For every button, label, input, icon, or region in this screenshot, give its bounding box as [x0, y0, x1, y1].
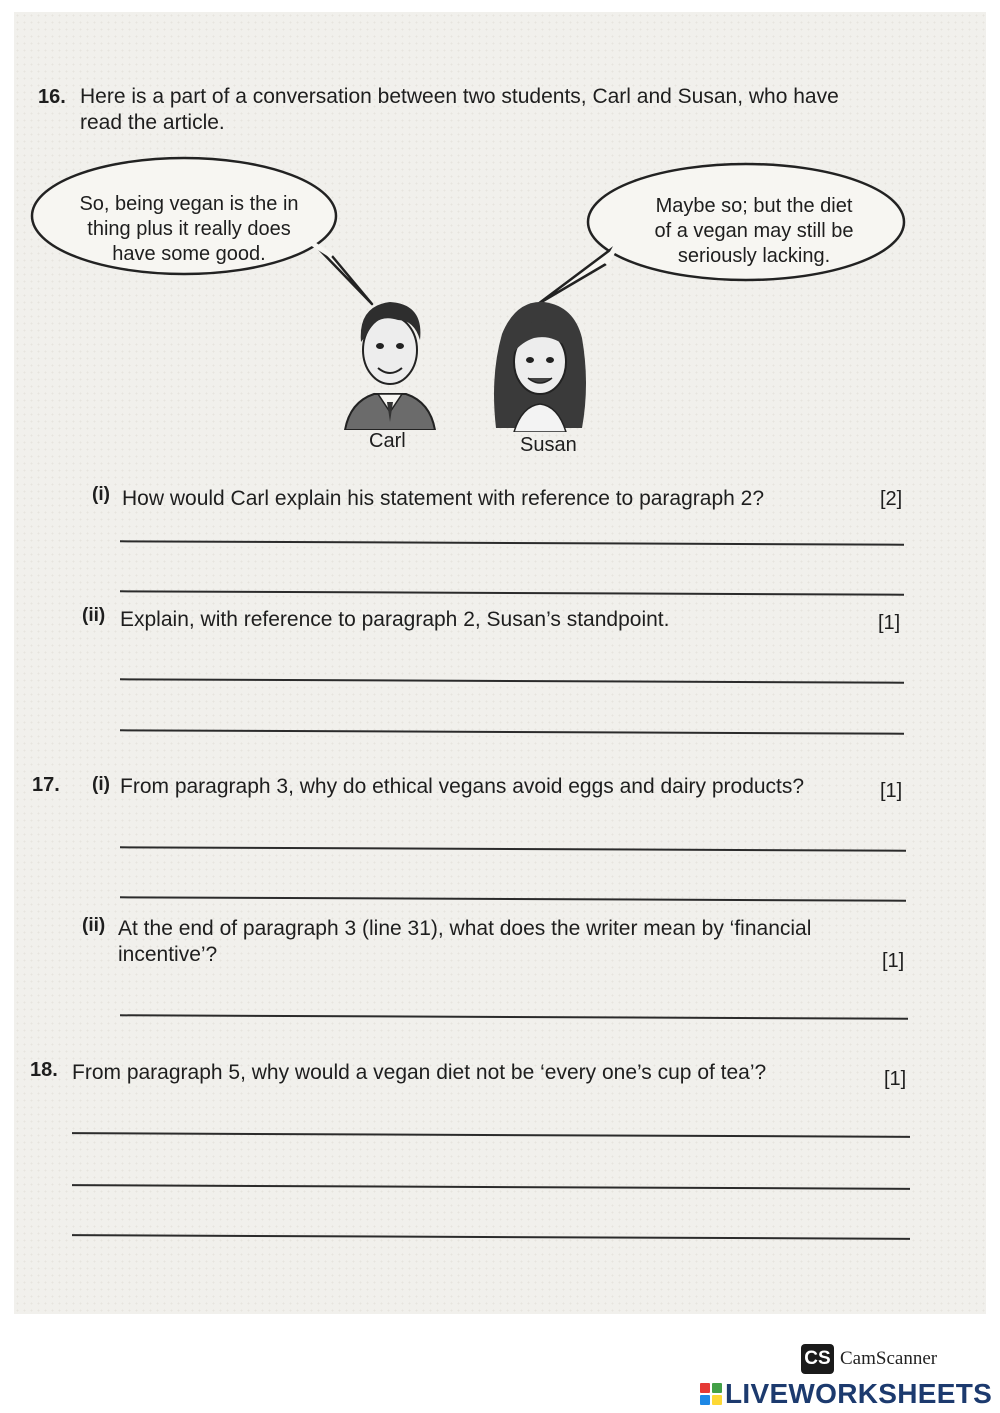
liveworksheets-logo-icon [700, 1383, 722, 1405]
carl-portrait-icon [340, 290, 440, 430]
q17-ii-question-line1: At the end of paragraph 3 (line 31), what does the writer mean by ‘financial [118, 917, 812, 940]
q18-marks: [1] [884, 1068, 907, 1090]
susan-bubble-line: of a vegan may still be [654, 220, 854, 242]
q16-ii-answer-line[interactable] [120, 729, 904, 734]
susan-name-label: Susan [520, 434, 577, 456]
carl-bubble-line: So, being vegan is the in [79, 193, 299, 215]
q16-i-question: How would Carl explain his statement with reference to paragraph 2? [122, 487, 765, 510]
q17-ii-answer-line[interactable] [120, 1014, 908, 1019]
susan-bubble-line: Maybe so; but the diet [655, 195, 853, 217]
q17-number: 17. [32, 774, 60, 796]
liveworksheets-name: LIVEWORKSHEETS [725, 1378, 993, 1409]
q17-i-marks: [1] [880, 780, 903, 802]
q16-i-answer-line[interactable] [120, 540, 904, 545]
q16-i-answer-line[interactable] [120, 590, 904, 595]
carl-bubble-text [34, 192, 344, 267]
q17-i-answer-line[interactable] [120, 846, 906, 851]
liveworksheets-watermark [700, 1378, 992, 1410]
q16-ii-answer-line[interactable] [120, 678, 904, 683]
susan-bubble-line: seriously lacking. [677, 245, 831, 267]
camscanner-name: CamScanner [840, 1348, 938, 1369]
q17-ii-marks: [1] [882, 950, 905, 972]
q16-intro-line1: Here is a part of a conversation between two students, Carl and Susan, who have [80, 85, 839, 108]
q16-ii-marks: [1] [878, 612, 901, 634]
q17-i-label: (i) [92, 774, 110, 795]
q16-ii-question: Explain, with reference to paragraph 2, Susan’s standpoint. [120, 608, 670, 631]
q16-ii-label: (ii) [82, 605, 106, 626]
q18-question: From paragraph 5, why would a vegan diet not be ‘every one’s cup of tea’? [72, 1061, 767, 1084]
q17-i-question: From paragraph 3, why do ethical vegans avoid eggs and dairy products? [120, 775, 805, 798]
carl-name-label: Carl [369, 430, 406, 452]
q16-i-label: (i) [92, 484, 110, 505]
q16-number: 16. [38, 86, 66, 108]
camscanner-logo-icon: CS [801, 1344, 834, 1374]
q18-number: 18. [30, 1059, 58, 1081]
q17-ii-question-line2: incentive’? [118, 943, 218, 966]
susan-portrait-icon [488, 296, 592, 432]
q17-ii-label: (ii) [82, 915, 106, 936]
camscanner-watermark [801, 1344, 937, 1374]
q16-i-marks: [2] [880, 488, 903, 510]
worksheet-page [14, 12, 986, 1314]
carl-bubble-line: thing plus it really does [87, 218, 291, 240]
carl-bubble-line: have some good. [112, 243, 266, 265]
q18-answer-line[interactable] [72, 1234, 910, 1240]
q17-i-answer-line[interactable] [120, 896, 906, 901]
susan-bubble-text [604, 194, 904, 269]
q18-answer-line[interactable] [72, 1132, 910, 1138]
q18-answer-line[interactable] [72, 1184, 910, 1190]
q16-intro-line2: read the article. [80, 111, 225, 134]
